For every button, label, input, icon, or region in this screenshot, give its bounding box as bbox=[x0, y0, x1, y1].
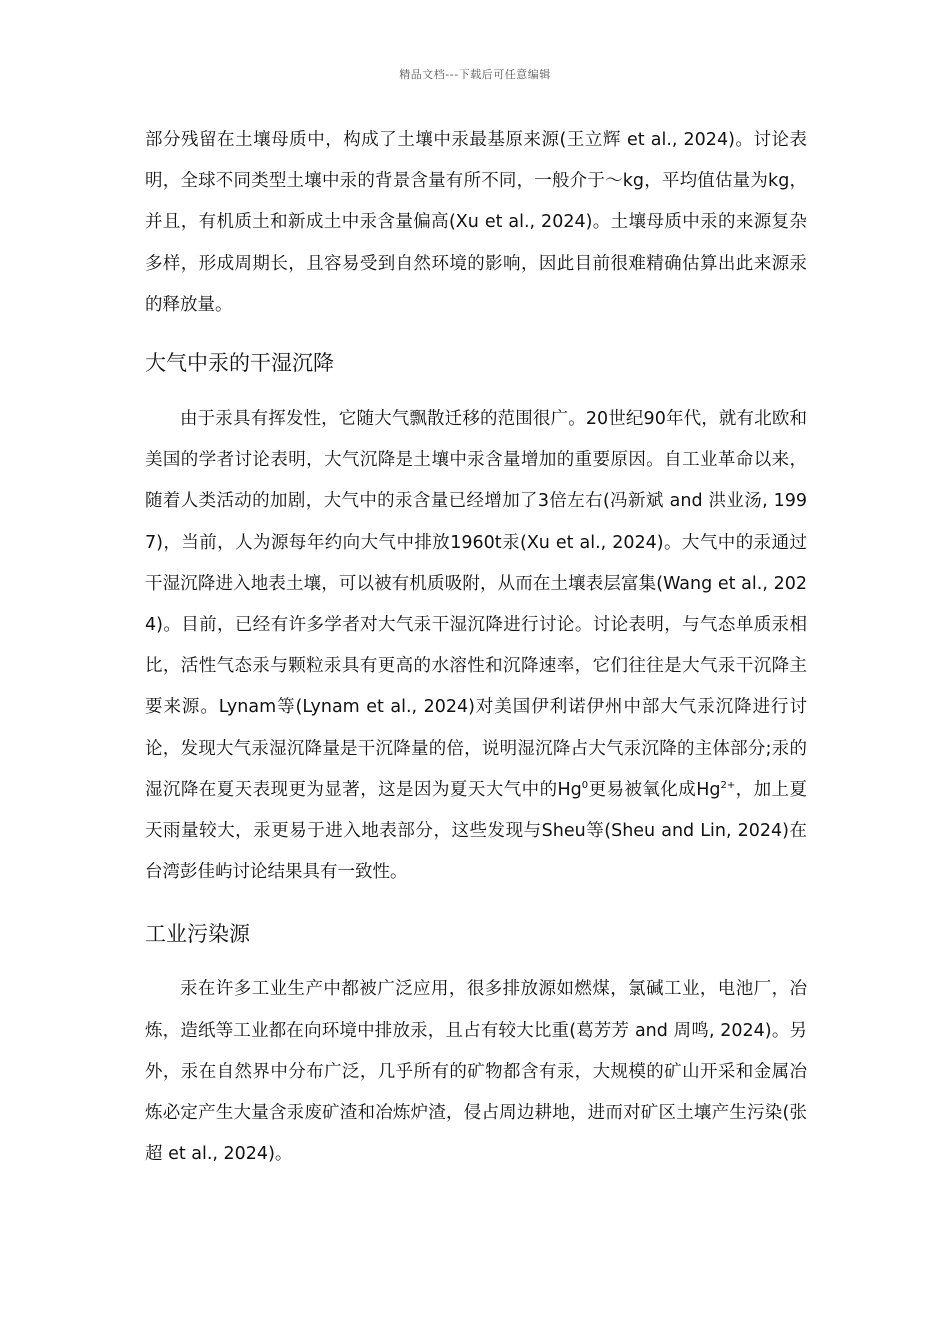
section-heading-industrial-pollution: 工业污染源 bbox=[145, 922, 250, 947]
paragraph-industrial-pollution: 汞在许多工业生产中都被广泛应用，很多排放源如燃煤，氯碱工业，电池厂，冶炼，造纸等工业都在向环境中排放汞，且占有较大比重(葛芳芳 and 周鸣, 2024)。另外，汞在自然界中分布广泛，几乎所有的矿物都含有汞，大规模的矿山开采和金属冶炼必定产生大量含汞废矿渣和冶炼炉渣，侵占周边耕地，进而对矿区土壤产生污染(张超 et al., 2024)。 bbox=[145, 979, 807, 1165]
paragraph-soil-parent-material: 部分残留在土壤母质中，构成了土壤中汞最基原来源(王立辉 et al., 2024)。讨论表明，全球不同类型土壤中汞的背景含量有所不同，一般介于～kg，平均值估量为kg，并且，有机质土和新成土中汞含量偏高(Xu et al., 2024)。土壤母质中汞的来源复杂多样，形成周期长，且容易受到自然环境的影响，因此目前很难精确估算出此来源汞的释放量。 bbox=[145, 130, 807, 315]
superscript: 0 bbox=[581, 780, 589, 792]
paragraph-atmospheric-deposition bbox=[145, 399, 807, 893]
paragraph-text: 更易被氧化成Hg bbox=[588, 779, 721, 800]
superscript: 2+ bbox=[720, 780, 736, 792]
paragraph-text: 由于汞具有挥发性，它随大气飘散迁移的范围很广。20世纪90年代，就有北欧和美国的学者讨论表明，大气沉降是土壤中汞含量增加的重要原因。自工业革命以来，随着人类活动的加剧，大气中的汞含量已经增加了3倍左右(冯新斌 and 洪业汤, 1997)，当前，人为源每年约向大气中排放1960t汞(Xu et al., 2024)。大气中的汞通过干湿沉降进入地表土壤，可以被有机质吸附，从而在土壤表层富集(Wang et al., 2024)。目前，已经有许多学者对大气汞干湿沉降进行讨论。讨论表明，与气态单质汞相比，活性气态汞与颗粒汞具有更高的水溶性和沉降速率，它们往往是大气汞干沉降主要来源。Lynam等(Lynam et al., 2024)对美国伊利诺伊州中部大气汞沉降进行讨论，发现大气汞湿沉降量是干沉降量的倍，说明湿沉降占大气汞沉降的主体部分;汞的湿沉降在夏天表现更为显著，这是因为夏天大气中的Hg bbox=[145, 409, 807, 800]
section-heading-atmospheric-deposition: 大气中汞的干湿沉降 bbox=[145, 351, 334, 376]
document-body bbox=[145, 120, 807, 1175]
paragraph-text: ，加上夏天雨量较大，汞更易于进入地表部分，这些发现与Sheu等(Sheu and Lin, 2024)在台湾彭佳屿讨论结果具有一致性。 bbox=[145, 779, 807, 883]
page-header: 精品文档---下载后可任意编辑 bbox=[399, 68, 551, 81]
